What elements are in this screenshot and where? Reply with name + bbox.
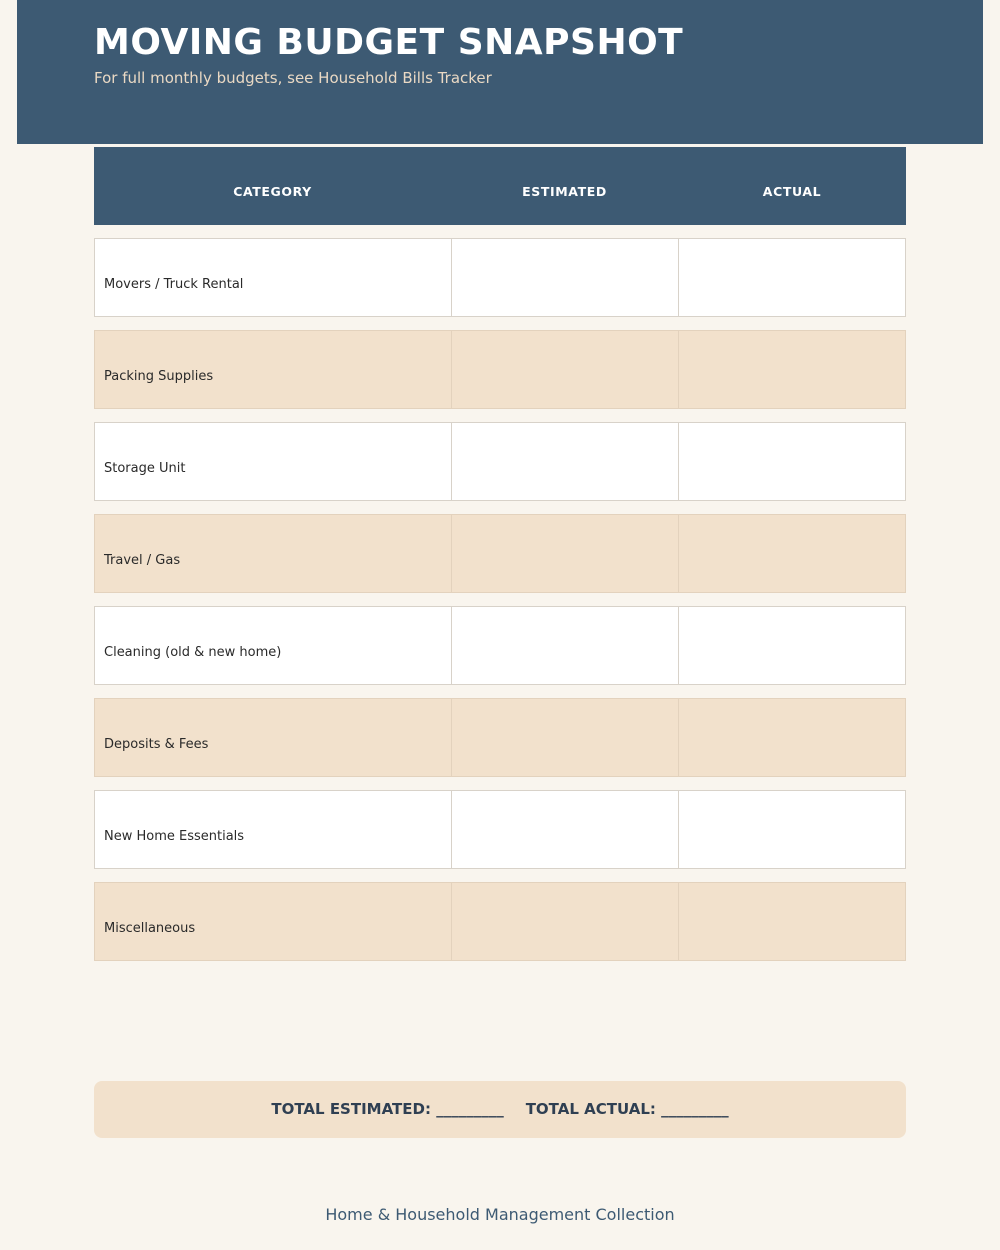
estimated-cell[interactable] xyxy=(451,330,679,409)
estimated-cell[interactable] xyxy=(451,790,679,869)
estimated-cell[interactable] xyxy=(451,514,679,593)
actual-cell[interactable] xyxy=(678,422,906,501)
total-actual-label: TOTAL ACTUAL: _________ xyxy=(525,1100,729,1118)
category-cell xyxy=(94,238,452,317)
category-cell xyxy=(94,698,452,777)
column-header-actual: ACTUAL xyxy=(762,184,822,199)
table-row xyxy=(94,790,906,869)
actual-cell[interactable] xyxy=(678,330,906,409)
totals-bar xyxy=(94,1081,906,1138)
category-cell xyxy=(94,790,452,869)
estimated-cell[interactable] xyxy=(451,238,679,317)
category-label: Deposits & Fees xyxy=(104,737,209,752)
table-row xyxy=(94,422,906,501)
estimated-cell[interactable] xyxy=(451,606,679,685)
category-cell xyxy=(94,882,452,961)
actual-cell[interactable] xyxy=(678,606,906,685)
category-label: Travel / Gas xyxy=(104,553,181,568)
page-subtitle: For full monthly budgets, see Household Bills Tracker xyxy=(94,69,492,87)
page-title: MOVING BUDGET SNAPSHOT xyxy=(94,22,684,63)
category-label: Movers / Truck Rental xyxy=(104,277,244,292)
category-label: Miscellaneous xyxy=(104,921,196,936)
category-label: Storage Unit xyxy=(104,461,186,476)
table-row xyxy=(94,514,906,593)
column-header-category: CATEGORY xyxy=(233,184,312,199)
table-header xyxy=(94,147,906,225)
budget-table-body xyxy=(94,238,906,974)
estimated-cell[interactable] xyxy=(451,882,679,961)
footer-text: Home & Household Management Collection xyxy=(325,1205,675,1224)
column-header-estimated: ESTIMATED xyxy=(522,184,607,199)
estimated-cell[interactable] xyxy=(451,422,679,501)
table-row xyxy=(94,882,906,961)
table-row xyxy=(94,238,906,317)
table-row xyxy=(94,330,906,409)
category-label: Cleaning (old & new home) xyxy=(104,645,282,660)
category-cell xyxy=(94,514,452,593)
table-row xyxy=(94,606,906,685)
estimated-cell[interactable] xyxy=(451,698,679,777)
actual-cell[interactable] xyxy=(678,698,906,777)
category-label: New Home Essentials xyxy=(104,829,245,844)
actual-cell[interactable] xyxy=(678,514,906,593)
category-label: Packing Supplies xyxy=(104,369,214,384)
actual-cell[interactable] xyxy=(678,238,906,317)
table-row xyxy=(94,698,906,777)
category-cell xyxy=(94,330,452,409)
category-cell xyxy=(94,422,452,501)
total-estimated-label: TOTAL ESTIMATED: _________ xyxy=(271,1100,504,1118)
category-cell xyxy=(94,606,452,685)
actual-cell[interactable] xyxy=(678,882,906,961)
actual-cell[interactable] xyxy=(678,790,906,869)
